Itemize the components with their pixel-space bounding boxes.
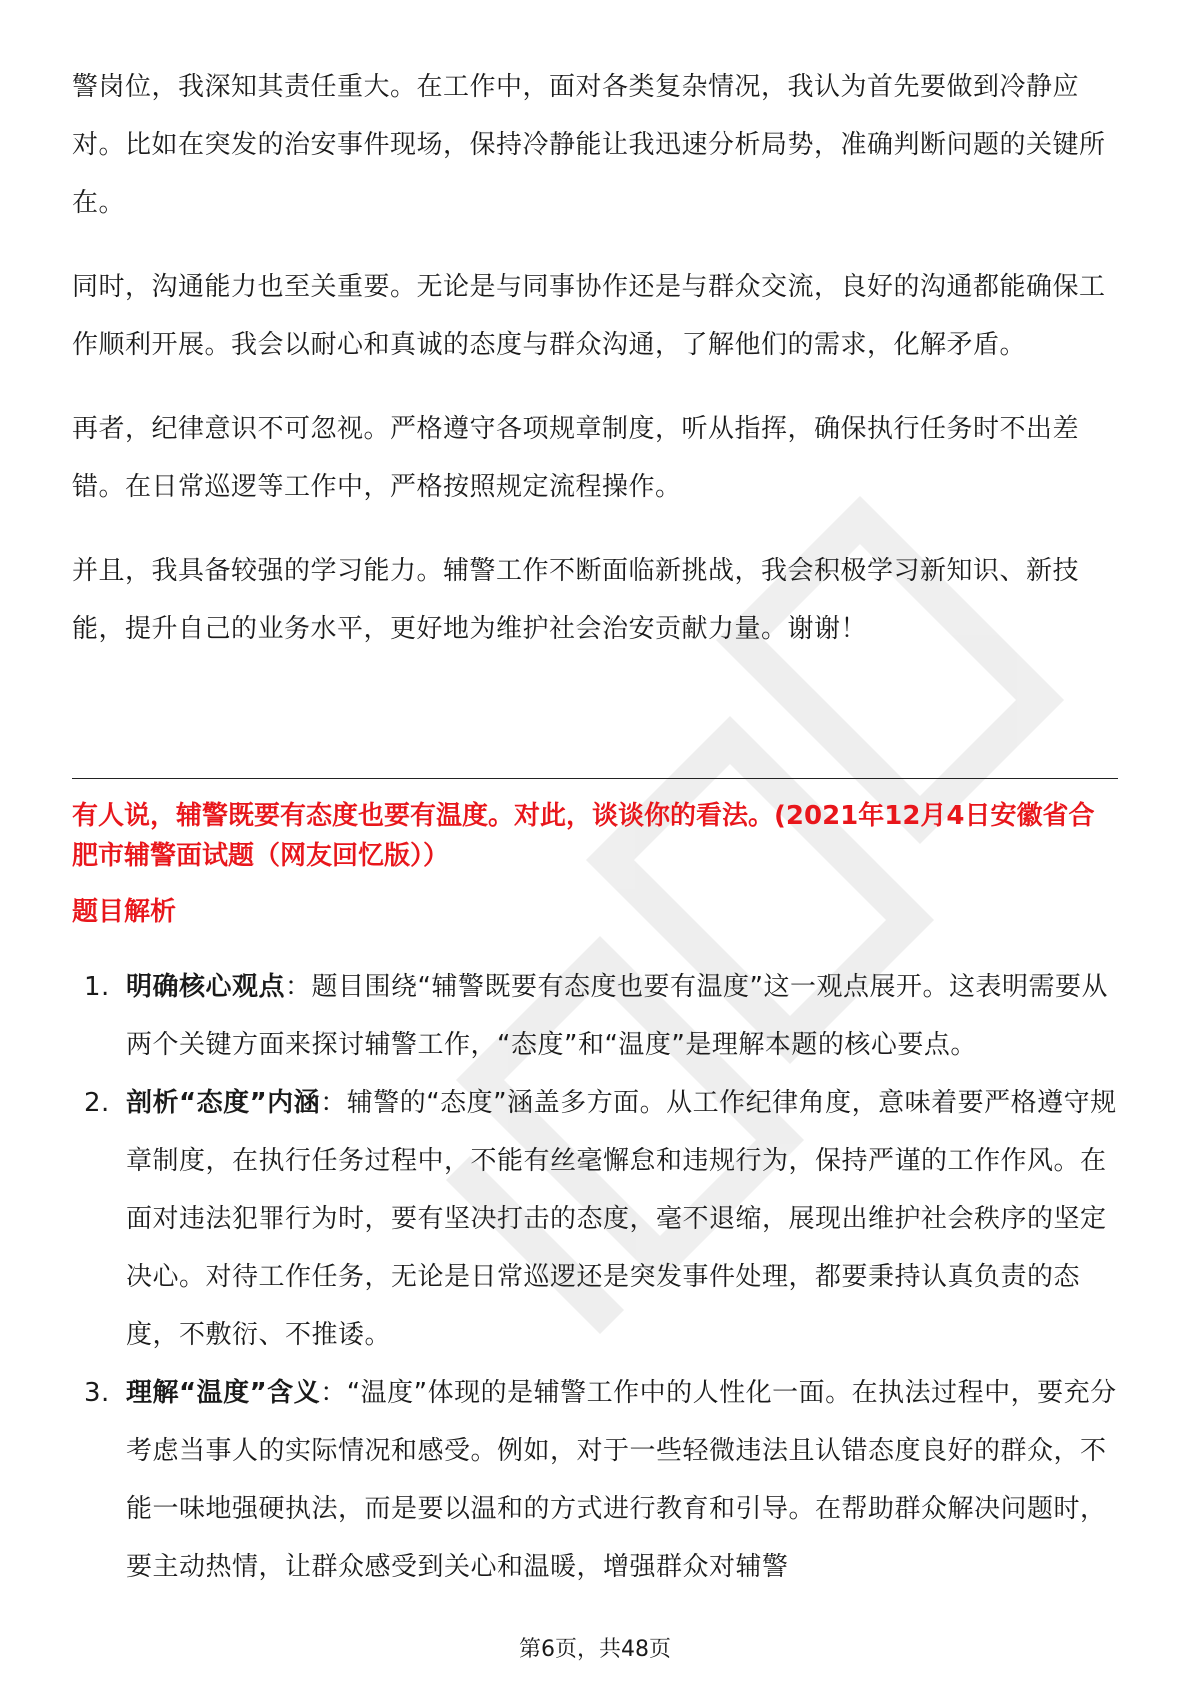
- list-item-text: ：辅警的“态度”涵盖多方面。从工作纪律角度，意味着要严格遵守规章制度，在执行任务过程中，不能有丝毫懈怠和违规行为，保持严谨的工作作风。在面对违法犯罪行为时，要有坚决打击的态度，毫不退缩，展现出维护社会秩序的坚定决心。对待工作任务，无论是日常巡逻还是突发事件处理，都要秉持认真负责的态度，不敷衍、不推诿。: [126, 1088, 1117, 1350]
- page-footer: 第6页，共48页: [519, 1637, 671, 1662]
- answer-paragraph-2: 同时，沟通能力也至关重要。无论是与同事协作还是与群众交流，良好的沟通都能确保工作顺利开展。我会以耐心和真诚的态度与群众沟通，了解他们的需求，化解矛盾。: [72, 272, 1106, 360]
- answer-paragraph-4: 并且，我具备较强的学习能力。辅警工作不断面临新挑战，我会积极学习新知识、新技能，提升自己的业务水平，更好地为维护社会治安贡献力量。谢谢！: [72, 556, 1080, 644]
- list-item-heading: 剖析“态度”内涵: [126, 1088, 321, 1118]
- list-number: 1.: [84, 972, 110, 1002]
- answer-paragraph-3: 再者，纪律意识不可忽视。严格遵守各项规章制度，听从指挥，确保执行任务时不出差错。在日常巡逻等工作中，严格按照规定流程操作。: [72, 414, 1080, 502]
- list-item: [72, 1364, 1118, 1596]
- list-item: [72, 958, 1118, 1074]
- analysis-list: [72, 958, 1118, 1596]
- list-item: [72, 1074, 1118, 1364]
- list-item-text: ：题目围绕“辅警既要有态度也要有温度”这一观点展开。这表明需要从两个关键方面来探讨辅警工作，“态度”和“温度”是理解本题的核心要点。: [126, 972, 1108, 1060]
- list-number: 2.: [84, 1088, 110, 1118]
- list-item-text: ：“温度”体现的是辅警工作中的人性化一面。在执法过程中，要充分考虑当事人的实际情况和感受。例如，对于一些轻微违法且认错态度良好的群众，不能一味地强硬执法，而是要以温和的方式进行教育和引导。在帮助群众解决问题时，要主动热情，让群众感受到关心和温暖，增强群众对辅警: [126, 1378, 1117, 1582]
- list-item-heading: 明确核心观点: [126, 972, 286, 1002]
- list-item-heading: 理解“温度”含义: [126, 1378, 321, 1408]
- answer-body: [72, 58, 1118, 658]
- section-divider: [72, 778, 1118, 779]
- answer-paragraph-1: 警岗位，我深知其责任重大。在工作中，面对各类复杂情况，我认为首先要做到冷静应对。比如在突发的治安事件现场，保持冷静能让我迅速分析局势，准确判断问题的关键所在。: [72, 72, 1106, 218]
- analysis-title: 题目解析: [72, 897, 177, 927]
- question-heading: 有人说，辅警既要有态度也要有温度。对此，谈谈你的看法。(2021年12月4日安徽省合肥市辅警面试题（网友回忆版））: [72, 801, 1095, 871]
- list-number: 3.: [84, 1378, 110, 1408]
